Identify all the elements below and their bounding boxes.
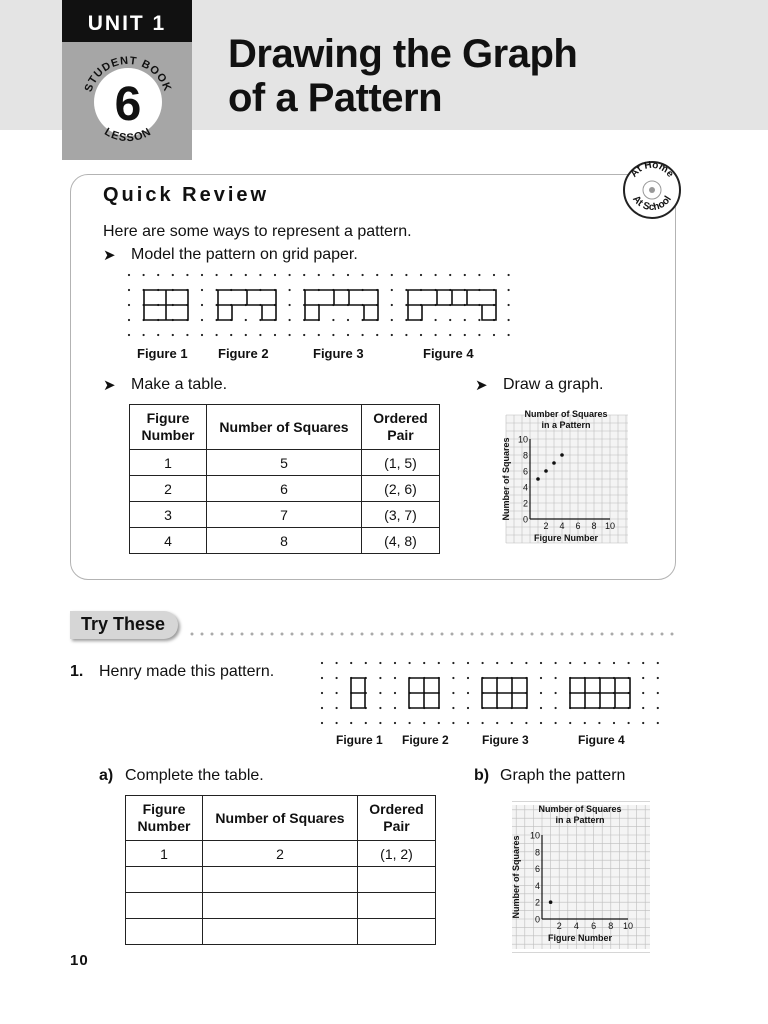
review-figure-label: Figure 4 (423, 346, 474, 361)
table-row (126, 841, 436, 867)
quick-review-heading: Quick Review (103, 184, 270, 206)
column-header: Figure Number (130, 405, 207, 450)
try-figure-label: Figure 2 (402, 733, 449, 747)
try-these-label: Try These (81, 614, 166, 634)
y-axis-label: Number of Squares (501, 437, 511, 521)
try-figure-label: Figure 4 (578, 733, 625, 747)
part-a-text: Complete the table. (125, 767, 264, 784)
table-cell[interactable] (358, 893, 436, 919)
table-cell: 8 (207, 528, 362, 554)
lesson-word: LESSON (102, 125, 154, 145)
table-cell[interactable] (126, 919, 203, 945)
column-header: Number of Squares (207, 405, 362, 450)
lesson-emblem (62, 42, 192, 160)
table-row (126, 919, 436, 945)
table-cell: 6 (207, 476, 362, 502)
y-tick-label: 8 (522, 450, 528, 461)
try-figure-label: Figure 3 (482, 733, 529, 747)
table-cell: 2 (130, 476, 207, 502)
table-cell[interactable] (358, 919, 436, 945)
data-point (544, 469, 548, 473)
review-pattern-grid (122, 268, 522, 340)
x-tick-label: 8 (591, 521, 597, 531)
title-line-1: Drawing the Graph (228, 32, 578, 76)
data-point (549, 900, 553, 904)
table-cell: 7 (207, 502, 362, 528)
table-cell: 3 (130, 502, 207, 528)
y-tick-label: 8 (534, 847, 540, 858)
review-figure-label: Figure 2 (218, 346, 269, 361)
table-cell[interactable] (126, 893, 203, 919)
data-point (536, 477, 540, 481)
part-a-label: a) (99, 767, 114, 784)
table-row (130, 528, 440, 554)
question-number: 1. (70, 663, 84, 680)
table-cell: (1, 2) (358, 841, 436, 867)
y-tick-label: 2 (522, 498, 528, 509)
table-cell: 1 (130, 450, 207, 476)
y-tick-label: 6 (534, 864, 540, 875)
page-title (228, 32, 577, 120)
data-point (560, 453, 564, 457)
stamp-line-1: At Home (628, 159, 676, 180)
x-tick-label: 2 (543, 521, 549, 531)
x-tick-label: 4 (573, 921, 579, 931)
y-tick-label: 2 (534, 897, 540, 908)
column-header: Ordered Pair (362, 405, 440, 450)
table-cell: (1, 5) (362, 450, 440, 476)
try-pattern-grid (315, 656, 665, 726)
stamp-line-2: At School (630, 193, 674, 214)
table-cell: 5 (207, 450, 362, 476)
review-figure-label: Figure 1 (137, 346, 188, 361)
graph-title: Number of Squares (538, 804, 622, 814)
dotted-divider (190, 630, 680, 638)
column-header: Number of Squares (203, 796, 358, 841)
part-b-label: b) (474, 767, 490, 784)
x-tick-label: 10 (604, 521, 616, 531)
try-pattern-figures (351, 678, 630, 708)
y-tick-label: 10 (529, 830, 540, 841)
graph-title: Number of Squares (524, 409, 608, 419)
student-book-label: STUDENT BOOK (82, 54, 174, 94)
practice-graph (508, 798, 650, 960)
table-cell[interactable] (203, 919, 358, 945)
table-cell: (4, 8) (362, 528, 440, 554)
table-row (130, 450, 440, 476)
data-point (552, 461, 556, 465)
try-figure-label: Figure 1 (336, 733, 383, 747)
x-axis-label: Figure Number (547, 933, 613, 943)
table-row (126, 867, 436, 893)
table-cell: 2 (203, 841, 358, 867)
table-row (130, 476, 440, 502)
table-cell[interactable] (358, 867, 436, 893)
y-tick-label: 4 (522, 482, 528, 493)
review-figure-label: Figure 3 (313, 346, 364, 361)
practice-table (125, 795, 436, 945)
x-tick-label: 4 (559, 521, 565, 531)
column-header: Figure Number (126, 796, 203, 841)
at-home-at-school-stamp (620, 158, 684, 222)
title-line-2: of a Pattern (228, 76, 443, 120)
arrow-icon: ➤ (103, 247, 116, 264)
table-cell[interactable] (203, 867, 358, 893)
review-bullet-graph: Draw a graph. (503, 376, 604, 393)
y-tick-label: 0 (522, 514, 528, 525)
unit-label: UNIT 1 (62, 0, 192, 42)
table-cell: (3, 7) (362, 502, 440, 528)
table-row (126, 893, 436, 919)
arrow-icon: ➤ (103, 377, 116, 394)
table-cell[interactable] (203, 893, 358, 919)
column-header: Ordered Pair (358, 796, 436, 841)
review-intro: Here are some ways to represent a pattern. (103, 223, 412, 240)
x-tick-label: 8 (608, 921, 614, 931)
y-tick-label: 6 (522, 466, 528, 477)
table-cell[interactable] (126, 867, 203, 893)
graph-title: in a Pattern (555, 815, 605, 825)
x-tick-label: 6 (591, 921, 597, 931)
table-row (130, 502, 440, 528)
x-tick-label: 6 (575, 521, 581, 531)
y-axis-label: Number of Squares (511, 835, 521, 919)
table-cell: 1 (126, 841, 203, 867)
review-table (129, 404, 440, 554)
part-b-text: Graph the pattern (500, 767, 626, 784)
y-tick-label: 0 (534, 914, 540, 925)
review-bullet-grid: Model the pattern on grid paper. (131, 246, 358, 263)
x-tick-label: 10 (622, 921, 634, 931)
graph-title: in a Pattern (541, 420, 591, 430)
review-bullet-table: Make a table. (131, 376, 228, 393)
review-graph (498, 404, 628, 552)
lesson-number: 6 (114, 78, 142, 131)
y-tick-label: 4 (534, 880, 540, 891)
review-pattern-figures (144, 290, 496, 320)
table-cell: (2, 6) (362, 476, 440, 502)
y-tick-label: 10 (517, 434, 528, 445)
arrow-icon: ➤ (475, 377, 488, 394)
table-cell: 4 (130, 528, 207, 554)
page-number: 10 (70, 952, 89, 969)
x-axis-label: Figure Number (533, 533, 599, 543)
question-text: Henry made this pattern. (99, 663, 275, 680)
x-tick-label: 2 (556, 921, 562, 931)
